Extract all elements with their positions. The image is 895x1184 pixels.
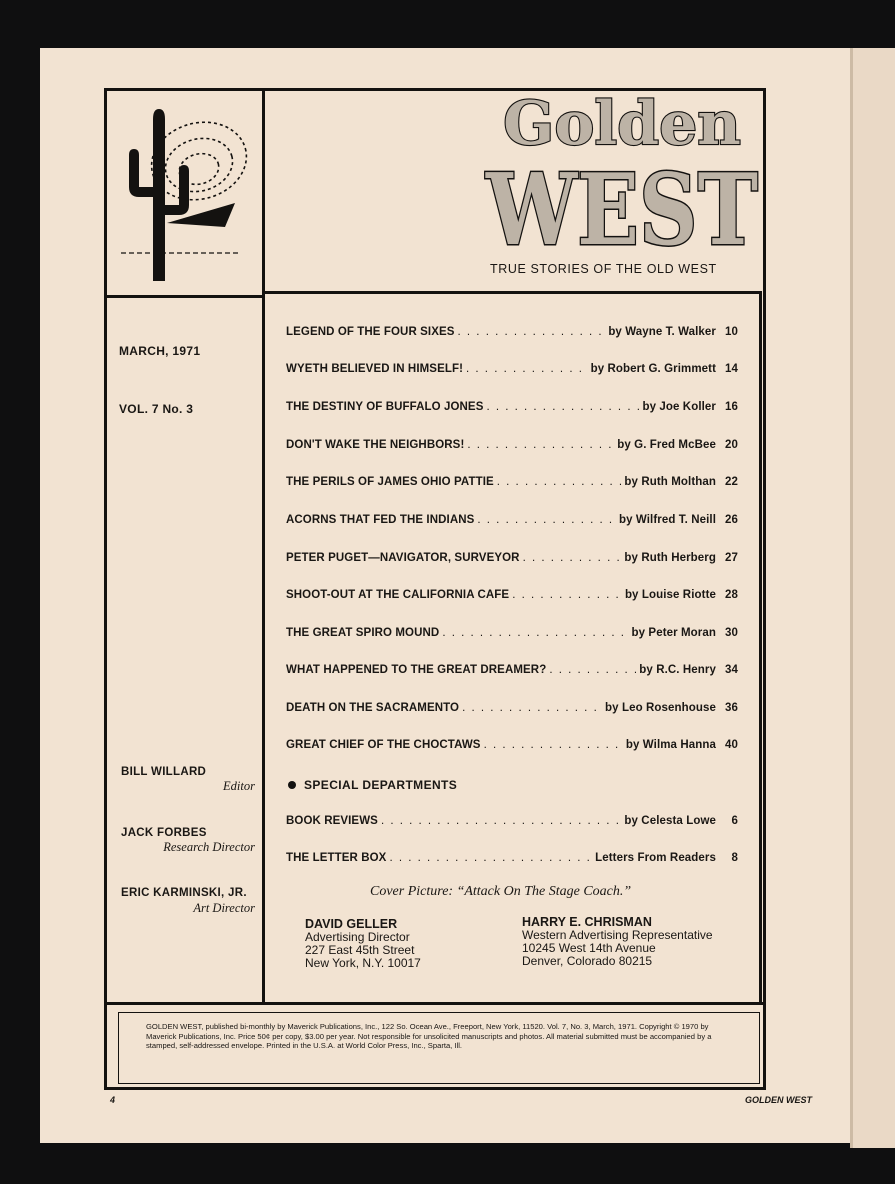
contents-entry[interactable] xyxy=(286,363,738,375)
facing-page-edge xyxy=(850,48,895,1148)
leader-dots xyxy=(497,476,622,488)
issue-volume: VOL. 7 No. 3 xyxy=(119,402,194,416)
entry-title: ACORNS THAT FED THE INDIANS xyxy=(286,514,475,526)
golden-west-wordmark xyxy=(480,82,765,282)
contact-name: HARRY E. CHRISMAN xyxy=(522,915,652,929)
staff-name: JACK FORBES xyxy=(121,827,207,839)
entry-page: 8 xyxy=(731,852,738,864)
contents-entry[interactable] xyxy=(286,401,738,413)
leader-dots xyxy=(442,627,628,639)
contact-line: Denver, Colorado 80215 xyxy=(522,954,653,968)
leader-dots xyxy=(381,815,621,827)
contact-line: 227 East 45th Street xyxy=(305,943,415,957)
contact-line: New York, N.Y. 10017 xyxy=(305,956,421,970)
contents-entry[interactable] xyxy=(286,739,738,751)
entry-title: THE DESTINY OF BUFFALO JONES xyxy=(286,401,484,413)
issue-date: MARCH, 1971 xyxy=(119,344,201,358)
wordmark-golden: Golden xyxy=(503,89,741,159)
contents-entry[interactable] xyxy=(286,589,738,601)
entry-title: DON'T WAKE THE NEIGHBORS! xyxy=(286,439,465,451)
tagline: TRUE STORIES OF THE OLD WEST xyxy=(490,262,717,276)
entry-author: by Wilfred T. Neill xyxy=(618,514,716,526)
running-title: GOLDEN WEST xyxy=(745,1095,812,1105)
leader-dots xyxy=(512,589,622,601)
contents-entry[interactable] xyxy=(286,664,738,676)
entry-title: THE PERILS OF JAMES OHIO PATTIE xyxy=(286,476,494,488)
contents-entry[interactable] xyxy=(286,552,738,564)
wordmark-west: WEST xyxy=(485,153,758,268)
leader-dots xyxy=(466,363,588,375)
entry-author: by Wayne T. Walker xyxy=(608,326,716,338)
leader-dots xyxy=(477,514,616,526)
advertising-contact-east xyxy=(305,918,421,970)
staff-role: Editor xyxy=(223,779,255,793)
page-number: 4 xyxy=(110,1095,116,1105)
staff-role: Research Director xyxy=(163,840,255,854)
entry-page: 16 xyxy=(725,401,738,413)
leader-dots xyxy=(462,702,602,714)
entry-author: by G. Fred McBee xyxy=(617,439,716,451)
contact-line: Western Advertising Representative xyxy=(522,928,713,942)
entry-page: 26 xyxy=(725,514,738,526)
special-departments-label: SPECIAL DEPARTMENTS xyxy=(304,778,458,792)
leader-dots xyxy=(467,439,614,451)
entry-page: 28 xyxy=(725,589,738,601)
leader-dots xyxy=(484,739,623,751)
entry-author: by Wilma Hanna xyxy=(625,739,716,751)
entry-title: THE GREAT SPIRO MOUND xyxy=(286,627,440,639)
staff-name: ERIC KARMINSKI, JR. xyxy=(121,887,247,899)
leader-dots xyxy=(523,552,622,564)
contact-line: Advertising Director xyxy=(305,930,410,944)
entry-author: by Ruth Herberg xyxy=(624,552,716,564)
leader-dots xyxy=(389,852,592,864)
entry-page: 30 xyxy=(725,627,738,639)
leader-dots xyxy=(486,401,639,413)
entry-author: by Ruth Molthan xyxy=(624,476,716,488)
entry-author: Letters From Readers xyxy=(595,852,716,864)
entry-author: by R.C. Henry xyxy=(639,664,716,676)
staff-role: Art Director xyxy=(193,901,255,915)
contents-entry[interactable] xyxy=(286,702,738,714)
entry-title: BOOK REVIEWS xyxy=(286,815,378,827)
entry-author: by Louise Riotte xyxy=(624,589,716,601)
special-departments-heading xyxy=(288,778,457,792)
entry-page: 10 xyxy=(725,326,738,338)
entry-title: WHAT HAPPENED TO THE GREAT DREAMER? xyxy=(286,664,547,676)
cactus-logo-box xyxy=(104,88,265,298)
entry-title: GREAT CHIEF OF THE CHOCTAWS xyxy=(286,739,481,751)
contact-line: 10245 West 14th Avenue xyxy=(522,941,656,955)
cactus-icon xyxy=(107,91,262,295)
entry-page: 40 xyxy=(725,739,738,751)
contents-entry[interactable] xyxy=(286,627,738,639)
entry-title: WYETH BELIEVED IN HIMSELF! xyxy=(286,363,464,375)
contents-entry[interactable] xyxy=(286,514,738,526)
entry-page: 14 xyxy=(725,363,738,375)
entry-author: by Joe Koller xyxy=(642,401,716,413)
publication-notice: GOLDEN WEST, published bi-monthly by Maverick Publications, Inc., 122 So. Ocean Ave., Freeport, New York, 11520. Vol. 7, No. 3, March, 1971. Copyright © 1970 by Maverick Publications, Inc. Price 50¢ per copy, $3.00 per year. Not responsible for unsolicited manuscripts and photos. All material submitted must be accompanied by a stamped, self-addressed envelope. Printed in the U.S.A. at World Color Press, Inc., Sparta, Ill. xyxy=(146,1022,712,1051)
contents-entry[interactable] xyxy=(286,326,738,338)
entry-page: 22 xyxy=(725,476,738,488)
entry-page: 6 xyxy=(731,815,738,827)
entry-page: 20 xyxy=(725,439,738,451)
entry-title: THE LETTER BOX xyxy=(286,852,387,864)
department-entry[interactable] xyxy=(286,815,738,827)
entry-title: PETER PUGET—NAVIGATOR, SURVEYOR xyxy=(286,552,520,564)
entry-page: 36 xyxy=(725,702,738,714)
staff-name: BILL WILLARD xyxy=(121,766,207,778)
leader-dots xyxy=(458,326,606,338)
department-entry[interactable] xyxy=(286,852,738,864)
entry-title: DEATH ON THE SACRAMENTO xyxy=(286,702,460,714)
entry-author: by Leo Rosenhouse xyxy=(605,702,716,714)
leader-dots xyxy=(549,664,636,676)
entry-author: by Robert G. Grimmett xyxy=(590,363,716,375)
entry-author: by Peter Moran xyxy=(631,627,716,639)
entry-page: 27 xyxy=(725,552,738,564)
entry-title: LEGEND OF THE FOUR SIXES xyxy=(286,326,455,338)
entry-title: SHOOT-OUT AT THE CALIFORNIA CAFE xyxy=(286,589,510,601)
cover-picture-credit: Cover Picture: “Attack On The Stage Coach.” xyxy=(370,884,632,899)
bullet-icon xyxy=(288,781,296,789)
contents-entry[interactable] xyxy=(286,476,738,488)
entry-author: by Celesta Lowe xyxy=(624,815,716,827)
advertising-contact-west xyxy=(522,916,713,968)
entry-page: 34 xyxy=(725,664,738,676)
contact-name: DAVID GELLER xyxy=(305,917,398,931)
contents-entry[interactable] xyxy=(286,439,738,451)
